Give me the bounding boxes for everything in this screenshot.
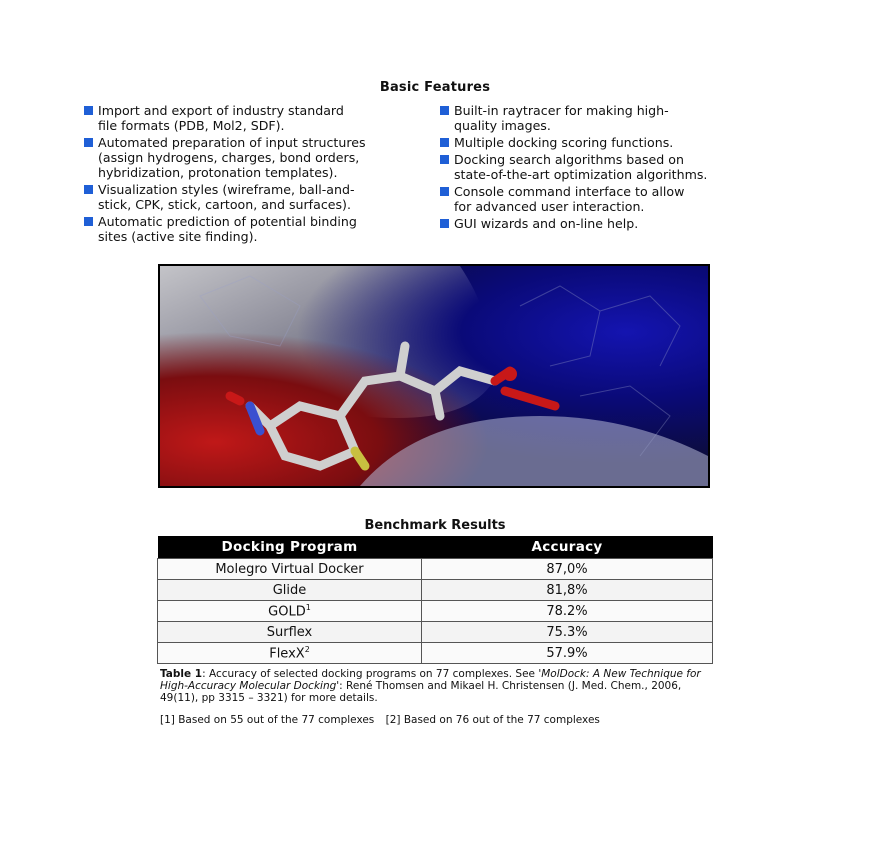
feature-item: [440, 152, 784, 182]
table-row: [158, 622, 713, 643]
header-accuracy: Accuracy: [422, 536, 713, 559]
square-bullet-icon: [440, 187, 449, 196]
caption-text-after: : René Thomsen and Mikael H. Christensen (J. Med. Chem., 2006, 49(11), pp 3315 – 3321) for more details.: [160, 680, 682, 704]
footnote-marker: 2: [304, 644, 310, 654]
docked-ligand-illustration: [160, 266, 708, 486]
program-name: FlexX: [269, 646, 305, 662]
program-cell: [158, 622, 422, 643]
feature-item: [440, 135, 784, 150]
accuracy-cell: 81,8%: [422, 580, 713, 601]
program-name: Molegro Virtual Docker: [215, 561, 364, 577]
square-bullet-icon: [440, 138, 449, 147]
header-docking-program: Docking Program: [158, 536, 422, 559]
table-caption: [160, 668, 720, 704]
feature-text: GUI wizards and on-line help.: [454, 216, 639, 231]
feature-text: Console command interface to allow for advanced user interaction.: [454, 184, 685, 214]
program-cell: [158, 559, 422, 580]
feature-item: [440, 184, 784, 214]
footnotes: [160, 714, 720, 726]
accuracy-cell: 78.2%: [422, 601, 713, 622]
feature-text: Built-in raytracer for making high- quality images.: [454, 103, 669, 133]
benchmark-table: [157, 536, 713, 664]
table-row: [158, 601, 713, 622]
square-bullet-icon: [84, 138, 93, 147]
table-header-row: [158, 536, 713, 559]
accuracy-cell: 57.9%: [422, 643, 713, 664]
square-bullet-icon: [84, 106, 93, 115]
caption-text-before: : Accuracy of selected docking programs on 77 complexes. See: [202, 668, 539, 680]
feature-item: [84, 135, 434, 180]
feature-text: Docking search algorithms based on state-of-the-art optimization algorithms.: [454, 152, 708, 182]
caption-label: Table 1: [160, 668, 203, 680]
feature-item: [440, 216, 784, 231]
program-name: GOLD: [268, 604, 306, 620]
features-list: [84, 103, 784, 246]
square-bullet-icon: [84, 217, 93, 226]
feature-item: [84, 182, 434, 212]
program-cell: [158, 601, 422, 622]
features-right-column: [440, 103, 784, 246]
molecule-rendering-image: [158, 264, 710, 488]
square-bullet-icon: [440, 155, 449, 164]
feature-text: Automated preparation of input structures (assign hydrogens, charges, bond orders, hybridization, protonation templates).: [98, 135, 366, 180]
program-cell: [158, 643, 422, 664]
square-bullet-icon: [440, 106, 449, 115]
table-row: [158, 580, 713, 601]
feature-text: Import and export of industry standard file formats (PDB, Mol2, SDF).: [98, 103, 344, 133]
feature-item: [84, 214, 434, 244]
square-bullet-icon: [84, 185, 93, 194]
feature-text: Multiple docking scoring functions.: [454, 135, 674, 150]
feature-item: [84, 103, 434, 133]
feature-text: Automatic prediction of potential binding sites (active site finding).: [98, 214, 357, 244]
footnote-1: [1] Based on 55 out of the 77 complexes: [160, 714, 375, 726]
accuracy-cell: 87,0%: [422, 559, 713, 580]
program-name: Glide: [272, 582, 307, 598]
footnote-marker: 1: [305, 602, 311, 612]
footnote-2: [2] Based on 76 out of the 77 complexes: [385, 714, 600, 726]
feature-text: Visualization styles (wireframe, ball-and- stick, CPK, stick, cartoon, and surfaces).: [98, 182, 355, 212]
features-title: Basic Features: [379, 80, 491, 95]
feature-item: [440, 103, 784, 133]
program-cell: [158, 580, 422, 601]
square-bullet-icon: [440, 219, 449, 228]
accuracy-cell: 75.3%: [422, 622, 713, 643]
caption-article-title: 'MolDock: A New Technique for High-Accuracy Molecular Docking': [160, 668, 701, 692]
table-row: [158, 643, 713, 664]
benchmark-title: Benchmark Results: [364, 518, 506, 533]
program-name: Surflex: [266, 624, 313, 640]
table-row: [158, 559, 713, 580]
features-left-column: [84, 103, 434, 246]
